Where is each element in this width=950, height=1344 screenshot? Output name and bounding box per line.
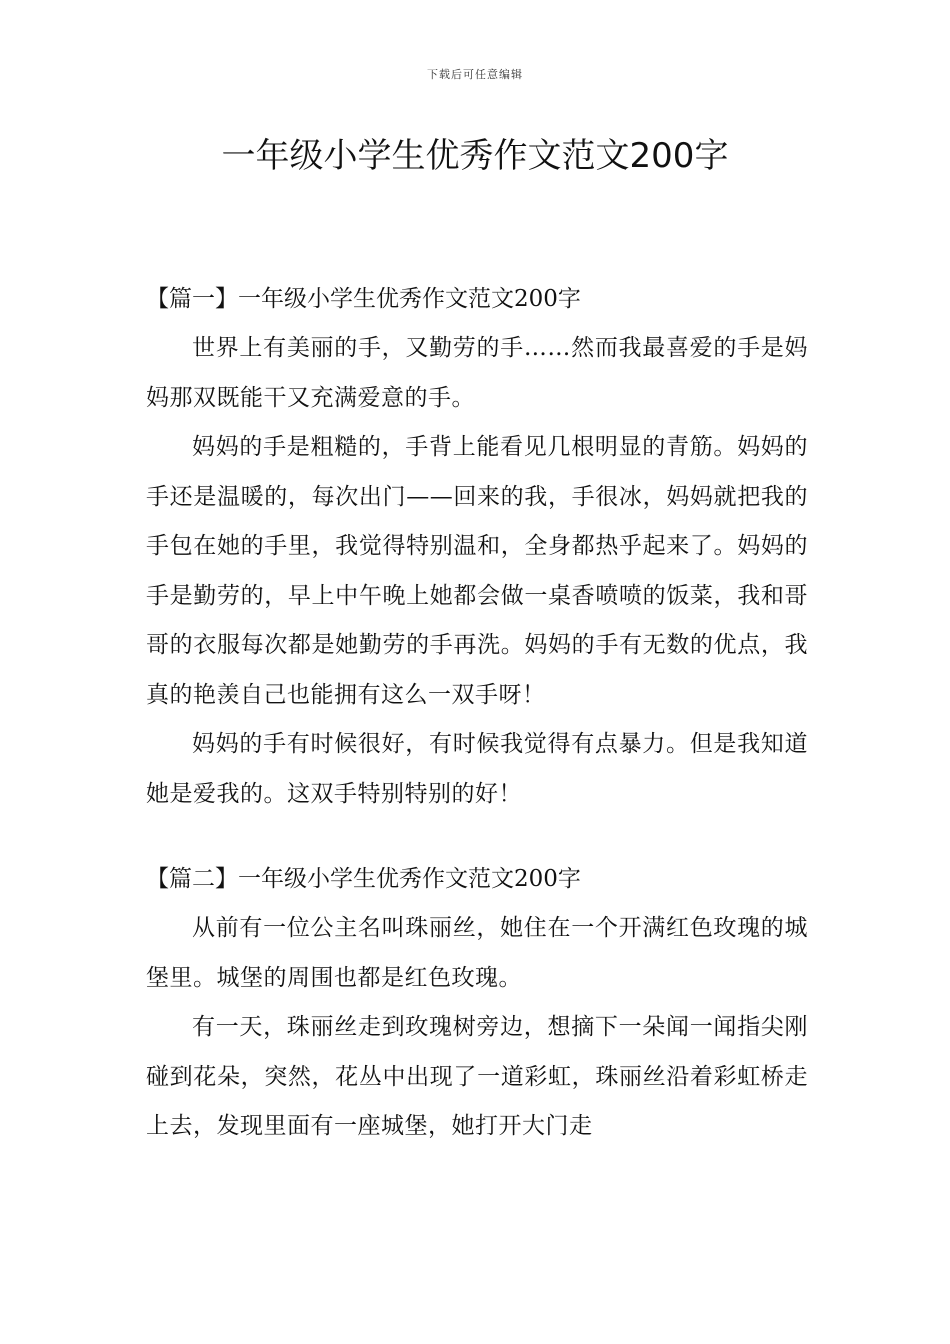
paragraph: 世界上有美丽的手，又勤劳的手……然而我最喜爱的手是妈妈那双既能干又充满爱意的手。 xyxy=(146,335,808,411)
section-1 xyxy=(146,275,808,819)
paragraph: 从前有一位公主名叫珠丽丝，她住在一个开满红色玫瑰的城堡里。城堡的周围也都是红色玫瑰。 xyxy=(146,915,808,991)
section-heading: 【篇一】一年级小学生优秀作文范文200字 xyxy=(146,286,581,312)
paragraph: 有一天，珠丽丝走到玫瑰树旁边，想摘下一朵闻一闻指尖刚碰到花朵，突然，花丛中出现了一道彩虹，珠丽丝沿着彩虹桥走上去，发现里面有一座城堡，她打开大门走 xyxy=(146,1014,808,1139)
document-title: 一年级小学生优秀作文范文200字 xyxy=(221,136,729,176)
paragraph: 妈妈的手是粗糙的，手背上能看见几根明显的青筋。妈妈的手还是温暖的，每次出门——回来的我，手很冰，妈妈就把我的手包在她的手里，我觉得特别温和，全身都热乎起来了。妈妈的手是勤劳的，早上中午晚上她都会做一桌香喷喷的饭菜，我和哥哥的衣服每次都是她勤劳的手再洗。妈妈的手有无数的优点，我真的艳羡自己也能拥有这么一双手呀！ xyxy=(146,434,808,708)
section-heading: 【篇二】一年级小学生优秀作文范文200字 xyxy=(146,866,581,892)
header-note: 下载后可任意编辑 xyxy=(427,68,523,81)
paragraph: 妈妈的手有时候很好，有时候我觉得有点暴力。但是我知道她是爱我的。这双手特别特别的好！ xyxy=(146,731,808,807)
section-2 xyxy=(146,855,808,1152)
document-body xyxy=(146,275,808,1188)
